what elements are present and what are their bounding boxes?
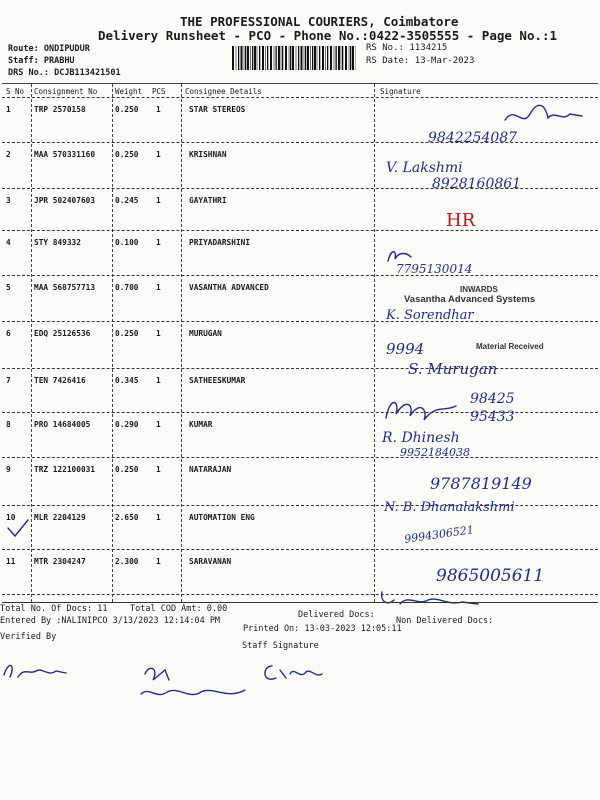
signature-row11 bbox=[378, 584, 488, 610]
row-sno: 10 bbox=[6, 513, 16, 522]
row-pcs: 1 bbox=[156, 150, 161, 159]
row-consignee: GAYATHRI bbox=[189, 196, 227, 205]
material-received-stamp: Material Received bbox=[476, 342, 544, 351]
signature-row1 bbox=[500, 100, 590, 130]
staff-line bbox=[8, 56, 75, 66]
handwritten-name-row10: N. B. Dhanalakshmi bbox=[384, 500, 515, 515]
staff-value: PRABHU bbox=[43, 56, 75, 66]
handwritten-name-row2: V. Lakshmi bbox=[386, 160, 463, 176]
row-pcs: 1 bbox=[156, 465, 161, 474]
row-weight: 2.300 bbox=[115, 557, 139, 566]
handwritten-name-row5: K. Sorendhar bbox=[386, 308, 474, 323]
row-sno: 1 bbox=[6, 105, 11, 114]
row-consignment-no: MLR 2204129 bbox=[34, 513, 86, 522]
row-weight: 0.290 bbox=[115, 420, 139, 429]
printed-on: Printed On: 13-03-2023 12:05:11 bbox=[243, 624, 402, 634]
rs-no-label: RS No.: bbox=[366, 43, 404, 53]
row-weight: 0.700 bbox=[115, 283, 139, 292]
row-sno: 2 bbox=[6, 150, 11, 159]
row-separator bbox=[2, 368, 598, 369]
row-separator bbox=[2, 457, 598, 458]
row-separator bbox=[2, 321, 598, 322]
col-divider bbox=[31, 84, 32, 602]
row-sno: 3 bbox=[6, 196, 11, 205]
row-pcs: 1 bbox=[156, 105, 161, 114]
col-header-consignee: Consignee Details bbox=[185, 87, 262, 96]
row-weight: 0.250 bbox=[115, 150, 139, 159]
row-pcs: 1 bbox=[156, 329, 161, 338]
total-cod: Total COD Amt: 0.00 bbox=[130, 604, 228, 614]
row-pcs: 1 bbox=[156, 420, 161, 429]
row-weight: 0.345 bbox=[115, 376, 139, 385]
row-sno: 4 bbox=[6, 238, 11, 247]
handwritten-phone-row10: 9994306521 bbox=[403, 523, 475, 546]
row-consignee: VASANTHA ADVANCED bbox=[189, 283, 269, 292]
checkmark-row10 bbox=[6, 518, 30, 540]
delivered-docs: Delivered Docs: bbox=[298, 610, 375, 620]
drs-value: DCJB113421501 bbox=[54, 68, 121, 78]
row-separator bbox=[2, 230, 598, 231]
row-consignment-no: MTR 2304247 bbox=[34, 557, 86, 566]
row-consignment-no: PRO 14684005 bbox=[34, 420, 91, 429]
handwritten-phone-row6: 9994 bbox=[386, 340, 425, 358]
staff-signature-label: Staff Signature bbox=[242, 641, 319, 651]
row-consignee: SARAVANAN bbox=[189, 557, 232, 566]
staff-label: Staff: bbox=[8, 56, 39, 66]
drs-line bbox=[8, 68, 121, 78]
row-separator bbox=[2, 594, 598, 595]
row-consignee: KUMAR bbox=[189, 420, 213, 429]
row-sno: 6 bbox=[6, 329, 11, 338]
staff-signature-2 bbox=[260, 658, 330, 688]
table-top-rule bbox=[2, 83, 598, 84]
handwritten-phone-row11: 9865005611 bbox=[436, 566, 545, 586]
non-delivered-docs: Non Delivered Docs: bbox=[396, 616, 494, 626]
col-header-sno: S No bbox=[6, 87, 25, 96]
row-pcs: 1 bbox=[156, 196, 161, 205]
entered-by: Entered By :NALINIPCO 3/13/2023 12:14:04 PM bbox=[0, 616, 221, 626]
company-title: THE PROFESSIONAL COURIERS, Coimbatore bbox=[180, 14, 459, 29]
inward-stamp-label: INWARDS bbox=[460, 285, 498, 294]
row-consignment-no: EDQ 25126536 bbox=[34, 329, 91, 338]
row-consignment-no: MAA 570331160 bbox=[34, 150, 96, 159]
row-consignment-no: TEN 7426416 bbox=[34, 376, 86, 385]
row-sno: 9 bbox=[6, 465, 11, 474]
handwritten-initials-row3: HR bbox=[446, 210, 476, 231]
row-consignee: STAR STEREOS bbox=[189, 105, 246, 114]
handwritten-phone2-row8: 9952184038 bbox=[400, 446, 470, 459]
header-rule bbox=[2, 97, 598, 98]
verified-by: Verified By bbox=[0, 632, 57, 642]
row-sno: 7 bbox=[6, 376, 11, 385]
row-sno: 11 bbox=[6, 557, 16, 566]
rs-no-value: 1134215 bbox=[409, 43, 448, 53]
handwritten-phone-row4: 7795130014 bbox=[396, 262, 473, 276]
col-header-consignment: Consignment No bbox=[34, 87, 98, 96]
route-line bbox=[8, 44, 90, 54]
row-separator bbox=[2, 549, 598, 550]
rs-date-label: RS Date: bbox=[366, 56, 410, 66]
rs-date-line bbox=[366, 56, 474, 66]
col-header-pcs: PCS bbox=[152, 87, 166, 96]
row-weight: 0.100 bbox=[115, 238, 139, 247]
col-divider bbox=[181, 84, 182, 602]
col-header-signature: Signature bbox=[380, 87, 421, 96]
row-weight: 0.250 bbox=[115, 329, 139, 338]
handwritten-phone-row9: 9787819149 bbox=[430, 474, 532, 493]
col-divider bbox=[112, 84, 113, 602]
col-header-weight: Weight bbox=[115, 87, 143, 96]
total-docs: Total No. Of Docs: 11 bbox=[0, 604, 108, 614]
row-pcs: 1 bbox=[156, 283, 161, 292]
handwritten-phone-row8: 98425 95433 bbox=[470, 391, 515, 425]
row-sno: 8 bbox=[6, 420, 11, 429]
table-bottom-rule bbox=[2, 602, 598, 603]
vasantha-stamp: Vasantha Advanced Systems bbox=[404, 294, 536, 305]
row-consignment-no: TRZ 122100031 bbox=[34, 465, 96, 474]
row-separator bbox=[2, 275, 598, 276]
handwritten-name-row8: R. Dhinesh bbox=[382, 430, 460, 446]
row-consignment-no: TRP 2570158 bbox=[34, 105, 86, 114]
row-consignment-no: JPR 502407603 bbox=[34, 196, 96, 205]
row-weight: 0.245 bbox=[115, 196, 139, 205]
row-sno: 5 bbox=[6, 283, 11, 292]
handwritten-name-row7: S. Murugan bbox=[408, 360, 498, 378]
row-pcs: 1 bbox=[156, 376, 161, 385]
row-weight: 2.650 bbox=[115, 513, 139, 522]
handwritten-phone-row1: 9842254087 bbox=[428, 130, 518, 146]
row-consignment-no: STY 849332 bbox=[34, 238, 81, 247]
runsheet-title: Delivery Runsheet - PCO - Phone No.:0422-3505555 - Page No.:1 bbox=[98, 28, 558, 43]
staff-signature-1 bbox=[135, 660, 265, 708]
rs-no-line bbox=[366, 43, 447, 53]
row-weight: 0.250 bbox=[115, 105, 139, 114]
signature-row8 bbox=[380, 390, 470, 426]
row-consignee: KRISHNAN bbox=[189, 150, 227, 159]
verifier-signature bbox=[0, 655, 70, 685]
col-divider bbox=[374, 84, 375, 602]
barcode bbox=[232, 46, 356, 70]
row-pcs: 1 bbox=[156, 238, 161, 247]
row-consignee: PRIYADARSHINI bbox=[189, 238, 251, 247]
row-weight: 0.250 bbox=[115, 465, 139, 474]
handwritten-phone-row2: 8928160861 bbox=[432, 176, 522, 192]
row-pcs: 1 bbox=[156, 557, 161, 566]
route-value: ONDIPUDUR bbox=[43, 44, 90, 54]
row-consignment-no: MAA 568757713 bbox=[34, 283, 96, 292]
row-consignee: SATHEESKUMAR bbox=[189, 376, 246, 385]
drs-label: DRS No.: bbox=[8, 68, 49, 78]
row-pcs: 1 bbox=[156, 513, 161, 522]
route-label: Route: bbox=[8, 44, 39, 54]
row-consignee: MURUGAN bbox=[189, 329, 222, 338]
rs-date-value: 13-Mar-2023 bbox=[414, 56, 475, 66]
row-consignee: AUTOMATION ENG bbox=[189, 513, 255, 522]
row-consignee: NATARAJAN bbox=[189, 465, 232, 474]
